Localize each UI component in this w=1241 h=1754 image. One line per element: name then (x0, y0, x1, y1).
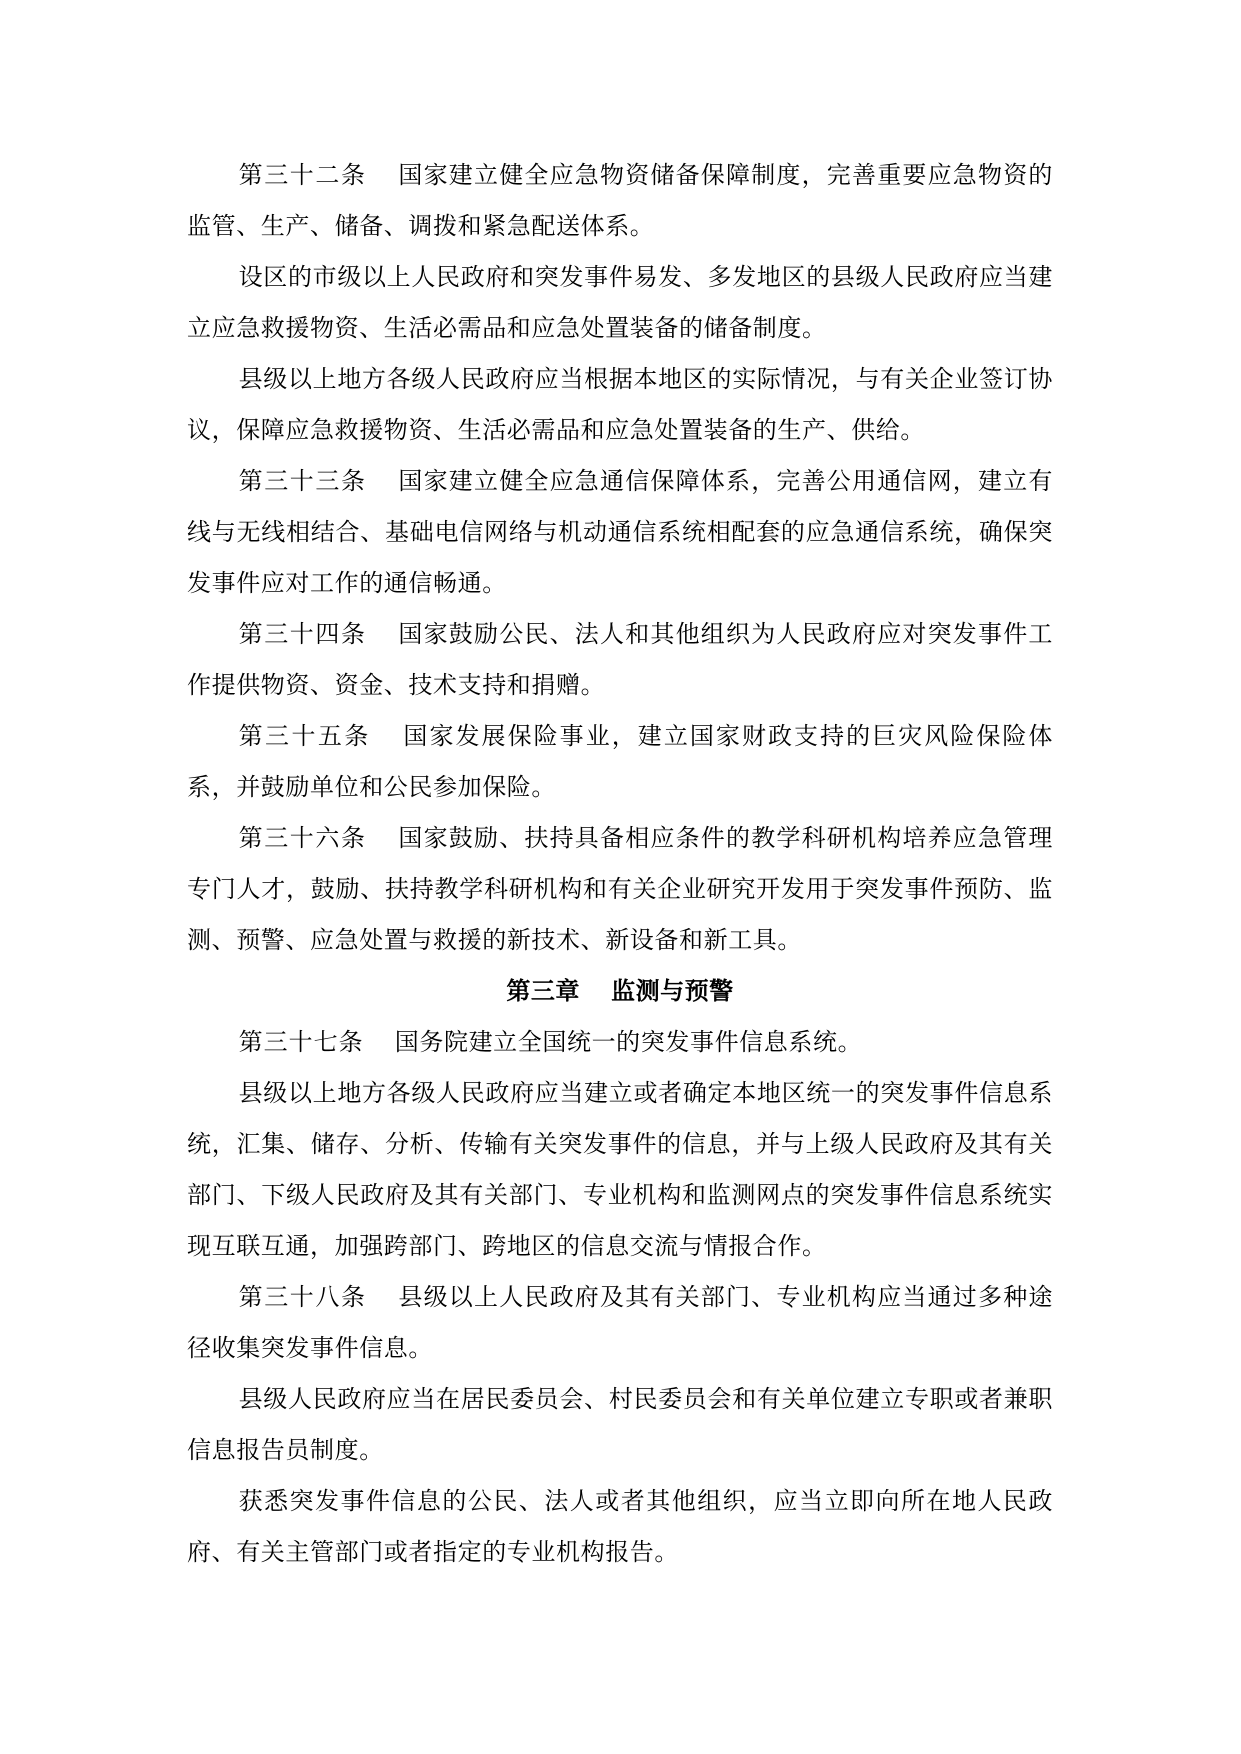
paragraph-text: 国务院建立全国统一的突发事件信息系统。 (394, 1028, 863, 1056)
paragraph (187, 1476, 1053, 1578)
article-number: 第三十三条 (238, 467, 367, 495)
article-paragraph (187, 609, 1053, 711)
paragraph (187, 1068, 1053, 1272)
article-paragraph (187, 1272, 1053, 1374)
paragraph (187, 354, 1053, 456)
chapter-title: 监测与预警 (611, 977, 734, 1005)
article-paragraph (187, 813, 1053, 966)
article-number: 第三十五条 (238, 722, 371, 750)
paragraph (187, 252, 1053, 354)
article-number: 第三十六条 (238, 824, 367, 852)
paragraph-text: 设区的市级以上人民政府和突发事件易发、多发地区的县级人民政府应当建立应急救援物资、生活必需品和应急处置装备的储备制度。 (187, 263, 1053, 342)
paragraph-text: 县级以上地方各级人民政府应当根据本地区的实际情况，与有关企业签订协议，保障应急救援物资、生活必需品和应急处置装备的生产、供给。 (187, 365, 1053, 444)
article-number: 第三十七条 (238, 1028, 364, 1056)
paragraph-text: 获悉突发事件信息的公民、法人或者其他组织，应当立即向所在地人民政府、有关主管部门或者指定的专业机构报告。 (187, 1487, 1053, 1566)
paragraph (187, 1374, 1053, 1476)
paragraph-text: 县级以上人民政府及其有关部门、专业机构应当通过多种途径收集突发事件信息。 (187, 1283, 1054, 1362)
paragraph-text: 县级以上地方各级人民政府应当建立或者确定本地区统一的突发事件信息系统，汇集、储存、分析、传输有关突发事件的信息，并与上级人民政府及其有关部门、下级人民政府及其有关部门、专业机构和监测网点的突发事件信息系统实现互联互通，加强跨部门、跨地区的信息交流与情报合作。 (187, 1079, 1053, 1260)
chapter-number: 第三章 (506, 977, 580, 1005)
paragraph-text: 国家建立健全应急通信保障体系，完善公用通信网，建立有线与无线相结合、基础电信网络与机动通信系统相配套的应急通信系统，确保突发事件应对工作的通信畅通。 (187, 467, 1054, 597)
article-paragraph (187, 456, 1053, 609)
chapter-heading (187, 966, 1053, 1017)
paragraph-text: 国家发展保险事业，建立国家财政支持的巨灾风险保险体系，并鼓励单位和公民参加保险。 (187, 722, 1053, 801)
article-number: 第三十四条 (238, 620, 367, 648)
article-paragraph (187, 1017, 1053, 1068)
paragraph-text: 国家鼓励、扶持具备相应条件的教学科研机构培养应急管理专门人才，鼓励、扶持教学科研机构和有关企业研究开发用于突发事件预防、监测、预警、应急处置与救援的新技术、新设备和新工具。 (187, 824, 1054, 954)
article-paragraph (187, 711, 1053, 813)
document-page (187, 150, 1053, 1578)
article-paragraph (187, 150, 1053, 252)
paragraph-text: 县级人民政府应当在居民委员会、村民委员会和有关单位建立专职或者兼职信息报告员制度。 (187, 1385, 1053, 1464)
paragraph-text: 国家建立健全应急物资储备保障制度，完善重要应急物资的监管、生产、储备、调拨和紧急配送体系。 (187, 161, 1054, 240)
article-number: 第三十八条 (238, 1283, 367, 1311)
article-number: 第三十二条 (238, 161, 367, 189)
paragraph-text: 国家鼓励公民、法人和其他组织为人民政府应对突发事件工作提供物资、资金、技术支持和捐赠。 (187, 620, 1054, 699)
